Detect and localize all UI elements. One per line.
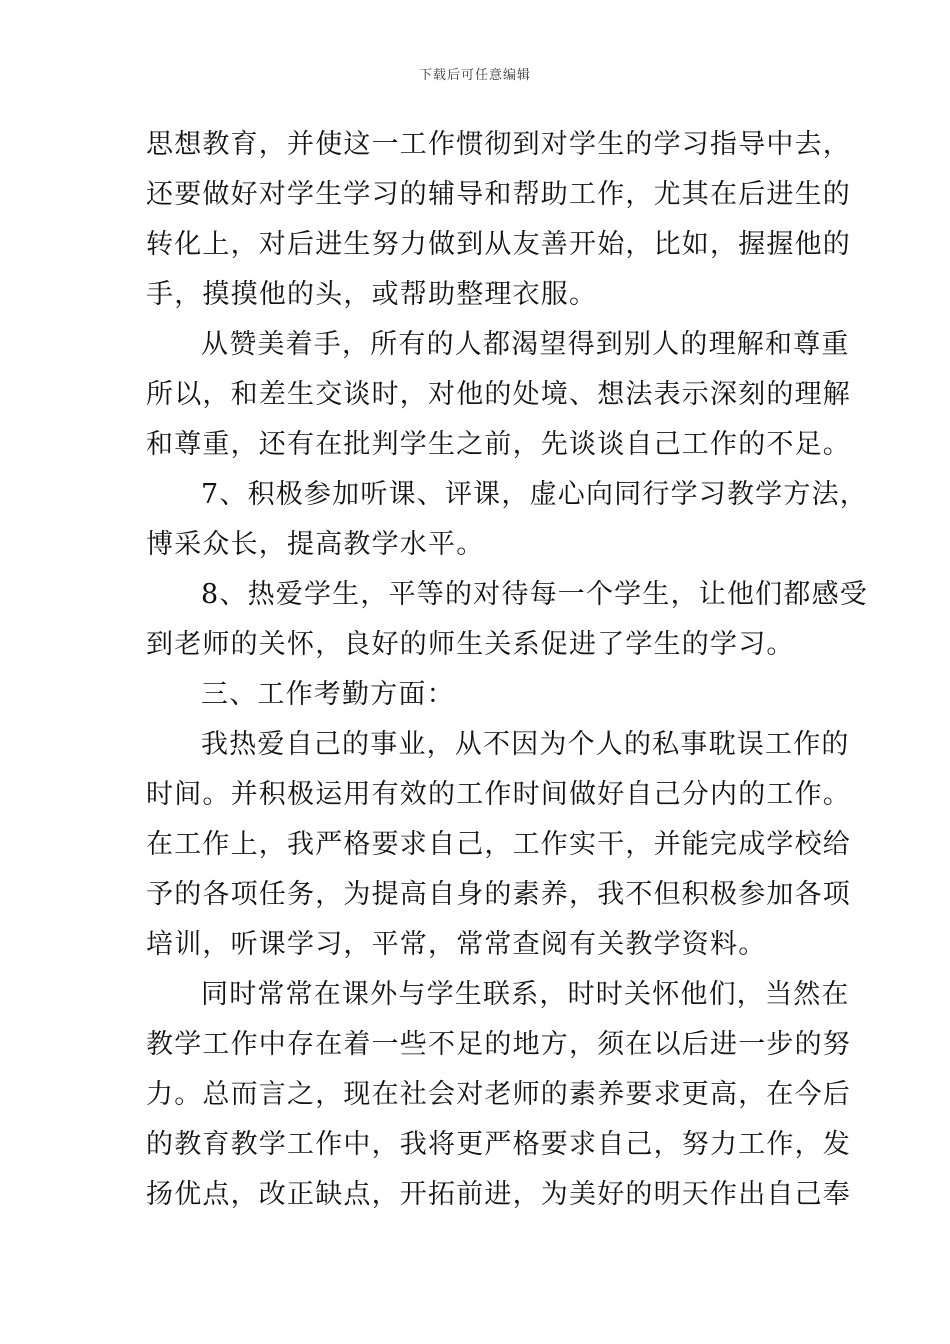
text-line: 时间。并积极运用有效的工作时间做好自己分内的工作。 xyxy=(146,779,851,810)
text-line: 手，摸摸他的头，或帮助整理衣服。 xyxy=(146,279,598,310)
paragraph-6 xyxy=(146,720,851,970)
paragraph-7 xyxy=(146,970,851,1220)
text-line: 三、工作考勤方面： xyxy=(201,679,455,710)
document-body xyxy=(146,120,868,1220)
text-line: 在工作上，我严格要求自己，工作实干，并能完成学校给 xyxy=(146,829,851,860)
text-line: 还要做好对学生学习的辅导和帮助工作，尤其在后进生的 xyxy=(146,179,851,210)
text-line: 7、积极参加听课、评课，虚心向同行学习教学方法， xyxy=(201,479,868,510)
paragraph-3 xyxy=(146,470,868,570)
text-line: 8、热爱学生，平等的对待每一个学生，让他们都感受 xyxy=(201,579,868,610)
text-line: 力。总而言之，现在社会对老师的素养要求更高，在今后 xyxy=(146,1079,851,1110)
text-line: 和尊重，还有在批判学生之前，先谈谈自己工作的不足。 xyxy=(146,429,851,460)
text-line: 予的各项任务，为提高自身的素养，我不但积极参加各项 xyxy=(146,879,851,910)
text-line: 思想教育，并使这一工作惯彻到对学生的学习指导中去， xyxy=(146,129,851,160)
text-line: 转化上，对后进生努力做到从友善开始，比如，握握他的 xyxy=(146,229,851,260)
text-line: 博采众长，提高教学水平。 xyxy=(146,529,485,560)
text-line: 从赞美着手，所有的人都渴望得到别人的理解和尊重 xyxy=(201,329,850,360)
paragraph-2 xyxy=(146,320,851,470)
text-line: 教学工作中存在着一些不足的地方，须在以后进一步的努 xyxy=(146,1029,851,1060)
page-header: 下载后可任意编辑 xyxy=(418,68,531,83)
text-line: 扬优点，改正缺点，开拓前进，为美好的明天作出自己奉 xyxy=(146,1179,851,1210)
text-line: 培训，听课学习，平常，常常查阅有关教学资料。 xyxy=(146,929,767,960)
section-heading xyxy=(146,670,806,720)
text-line: 的教育教学工作中，我将更严格要求自己，努力工作，发 xyxy=(146,1129,851,1160)
text-line: 我热爱自己的事业，从不因为个人的私事耽误工作的 xyxy=(201,729,850,760)
text-line: 所以，和差生交谈时，对他的处境、想法表示深刻的理解 xyxy=(146,379,851,410)
paragraph-4 xyxy=(146,570,868,670)
text-line: 到老师的关怀，良好的师生关系促进了学生的学习。 xyxy=(146,629,795,660)
paragraph-1 xyxy=(146,120,851,320)
text-line: 同时常常在课外与学生联系，时时关怀他们，当然在 xyxy=(201,979,850,1010)
